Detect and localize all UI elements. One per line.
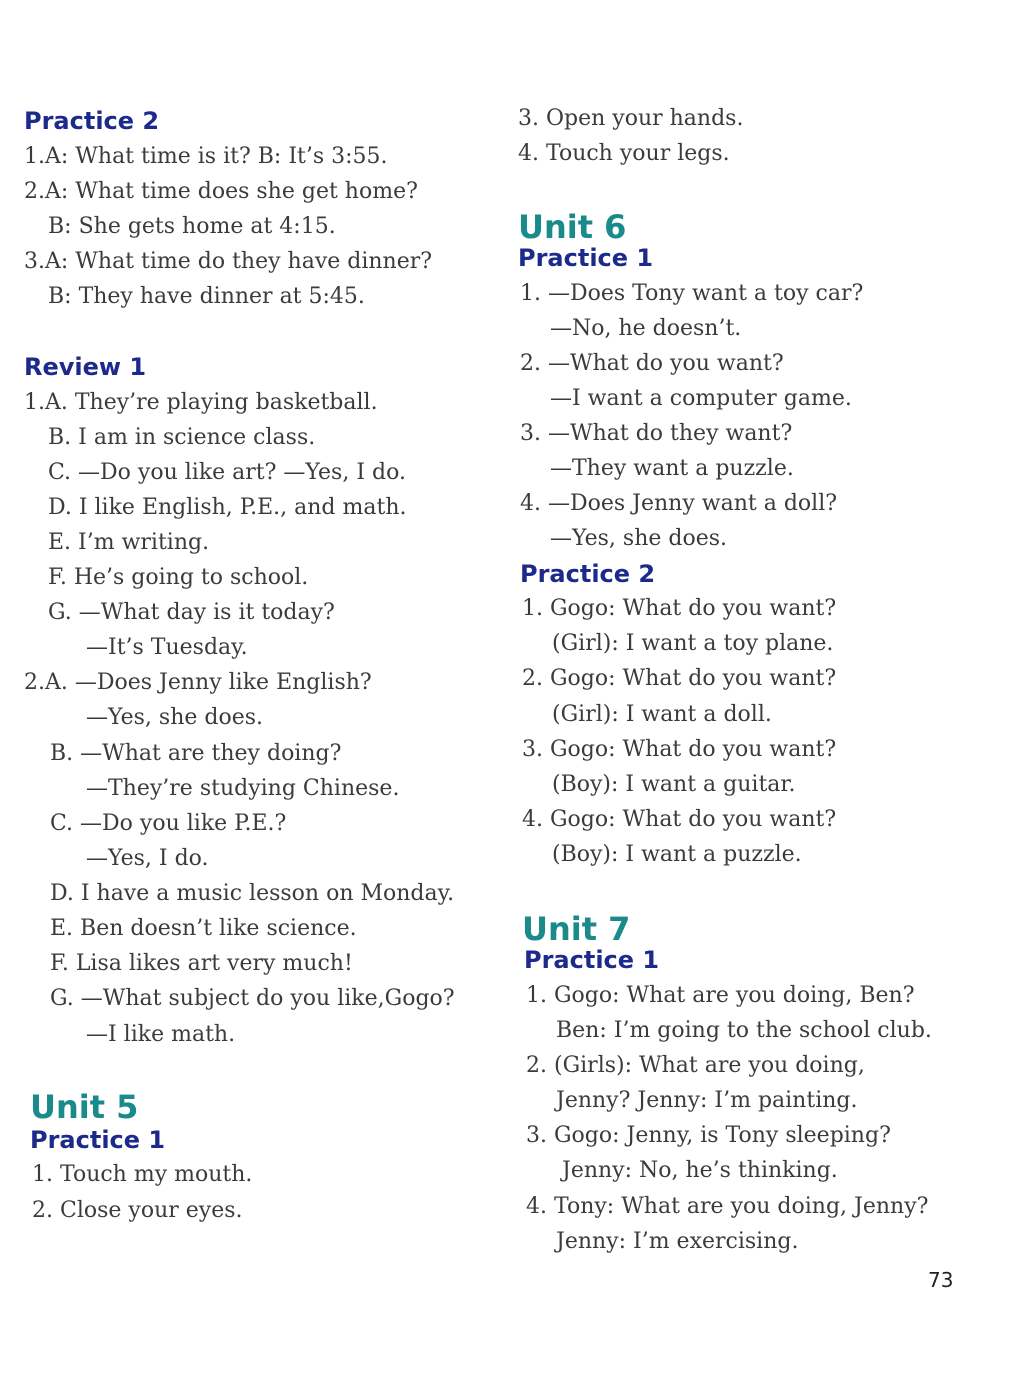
answer-line: 2. —What do you want? [520,351,784,376]
answer-line: —Yes, I do. [86,846,209,871]
answer-line: E. I’m writing. [48,530,210,555]
answer-line: G. —What subject do you like,Gogo? [50,986,455,1011]
unit-7-title: Unit 7 [522,910,631,948]
answer-line: —No, he doesn’t. [550,316,742,341]
answer-line: 3. Open your hands. [518,106,744,131]
answer-line: —Yes, she does. [550,526,728,551]
answer-line: Jenny: No, he’s thinking. [562,1158,838,1183]
answer-line: (Girl): I want a toy plane. [552,631,834,656]
answer-line: 4. Gogo: What do you want? [522,807,837,832]
answer-line: 4. —Does Jenny want a doll? [520,491,838,516]
answer-line: D. I like English, P.E., and math. [48,495,407,520]
answer-line: 1. Gogo: What do you want? [522,596,837,621]
answer-line: (Girl): I want a doll. [552,702,772,727]
answer-line: B. I am in science class. [48,425,316,450]
answer-line: 3. Gogo: What do you want? [522,737,837,762]
answer-line: 4. Touch your legs. [518,141,730,166]
answer-line: F. He’s going to school. [48,565,309,590]
review-1-heading: Review 1 [24,353,147,381]
unit-6-title: Unit 6 [518,208,627,246]
page-number: 73 [928,1268,954,1292]
answer-line: 3.A: What time do they have dinner? [24,249,433,274]
answer-line: 2.A: What time does she get home? [24,179,418,204]
answer-line: E. Ben doesn’t like science. [50,916,357,941]
answer-line: 1. Gogo: What are you doing, Ben? [526,983,915,1008]
answer-line: C. —Do you like art? —Yes, I do. [48,460,406,485]
answer-line: 2. Close your eyes. [32,1198,243,1223]
answer-line: —Yes, she does. [86,705,264,730]
answer-line: —I want a computer game. [550,386,852,411]
answer-line: 1. —Does Tony want a toy car? [520,281,864,306]
answer-line: Jenny: I’m exercising. [556,1229,799,1254]
answer-line: 2. Gogo: What do you want? [522,666,837,691]
answer-line: 1. Touch my mouth. [32,1162,253,1187]
answer-line: 4. Tony: What are you doing, Jenny? [526,1194,929,1219]
answer-line: Jenny? Jenny: I’m painting. [556,1088,858,1113]
answer-line: (Boy): I want a guitar. [552,772,796,797]
answer-line: 1.A: What time is it? B: It’s 3:55. [24,144,388,169]
answer-line: 2. (Girls): What are you doing, [526,1053,865,1078]
answer-line: B. —What are they doing? [50,741,342,766]
answer-line: —I like math. [86,1022,236,1047]
practice-2-heading: Practice 2 [24,107,160,135]
answer-line: 2.A. —Does Jenny like English? [24,670,372,695]
answer-line: —They’re studying Chinese. [86,776,400,801]
unit-5-practice-1-heading: Practice 1 [30,1126,166,1154]
unit-6-practice-2-heading: Practice 2 [520,560,656,588]
answer-line: 3. Gogo: Jenny, is Tony sleeping? [526,1123,891,1148]
answer-line: (Boy): I want a puzzle. [552,842,802,867]
answer-line: G. —What day is it today? [48,600,335,625]
unit-7-practice-1-heading: Practice 1 [524,946,660,974]
answer-line: D. I have a music lesson on Monday. [50,881,455,906]
unit-6-practice-1-heading: Practice 1 [518,244,654,272]
answer-line: —It’s Tuesday. [86,635,248,660]
answer-line: F. Lisa likes art very much! [50,951,353,976]
answer-line: —They want a puzzle. [550,456,794,481]
answer-line: Ben: I’m going to the school club. [556,1018,932,1043]
answer-line: C. —Do you like P.E.? [50,811,287,836]
answer-line: 3. —What do they want? [520,421,793,446]
answer-line: B: She gets home at 4:15. [48,214,336,239]
answer-line: B: They have dinner at 5:45. [48,284,365,309]
answer-line: 1.A. They’re playing basketball. [24,390,378,415]
unit-5-title: Unit 5 [30,1088,139,1126]
